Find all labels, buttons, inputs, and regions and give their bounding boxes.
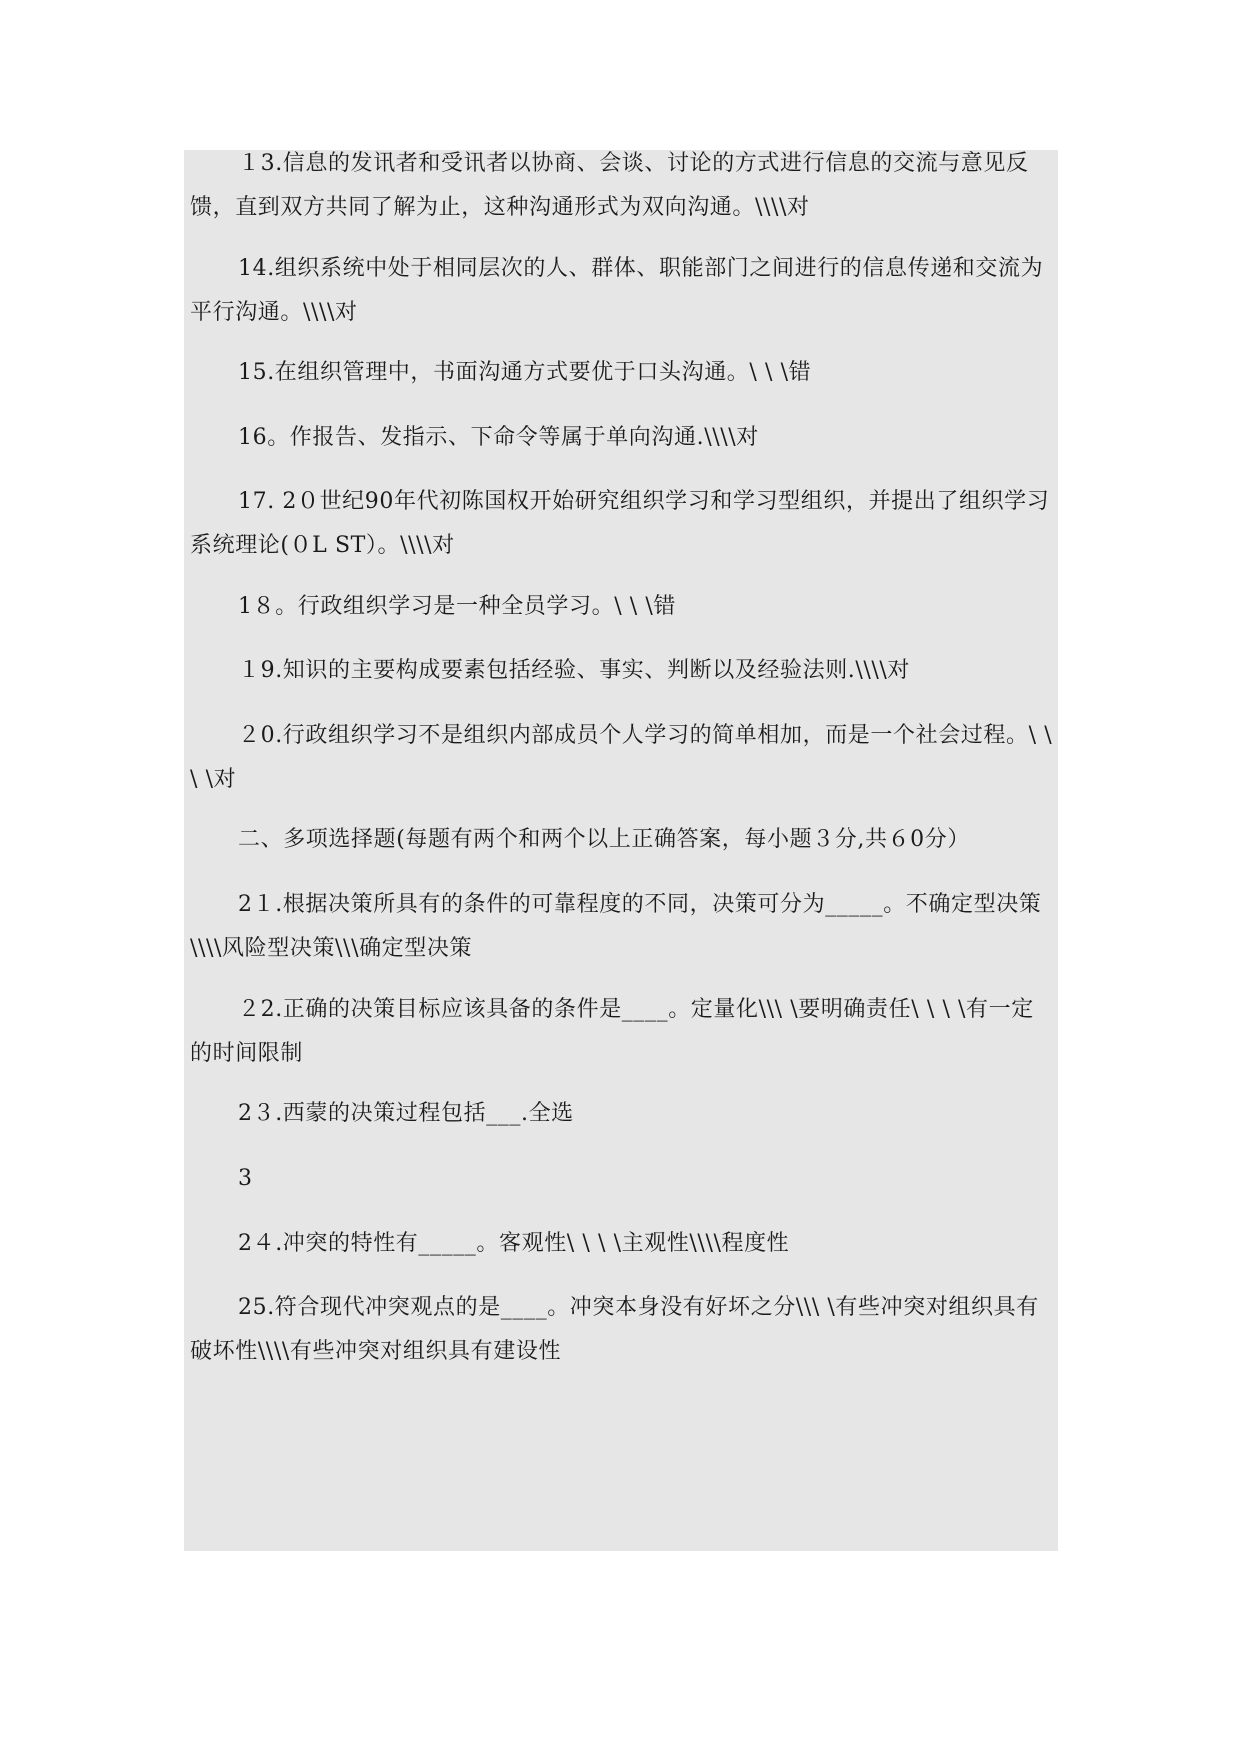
question-21: 2１.根据决策所具有的条件的可靠程度的不同，决策可分为_____。不确定型决策\\\\风险型决策\\\确定型决策 (190, 892, 1042, 961)
question-24: 2４.冲突的特性有_____。客观性\ \ \ \主观性\\\\程度性 (238, 1231, 790, 1256)
page-number-text: 3 (238, 1166, 253, 1191)
question-22: ２2.正确的决策目标应该具备的条件是____。定量化\\\ \要明确责任\ \ \ \有一定的时间限制 (190, 997, 1034, 1066)
question-23: 2３.西蒙的决策过程包括___.全选 (238, 1101, 574, 1126)
question-20: ２0.行政组织学习不是组织内部成员个人学习的简单相加，而是一个社会过程。\ \ \ \对 (190, 723, 1053, 792)
section-heading-multiple-choice: 二、多项选择题(每题有两个和两个以上正确答案，每小题３分,共６0分） (238, 827, 970, 852)
question-15: 15.在组织管理中，书面沟通方式要优于口头沟通。\ \ \错 (238, 360, 812, 385)
question-25: 25.符合现代冲突观点的是____。冲突本身没有好坏之分\\\ \有些冲突对组织具有破坏性\\\\有些冲突对组织具有建设性 (190, 1295, 1039, 1364)
question-16: 16。作报告、发指示、下命令等属于单向沟通.\\\\对 (238, 425, 759, 450)
question-18: 1８。行政组织学习是一种全员学习。\ \ \错 (238, 594, 677, 619)
question-13: １3.信息的发讯者和受讯者以协商、会谈、讨论的方式进行信息的交流与意见反馈，直到双方共同了解为止，这种沟通形式为双向沟通。\\\\对 (190, 151, 1029, 220)
question-19: １9.知识的主要构成要素包括经验、事实、判断以及经验法则.\\\\对 (238, 658, 911, 683)
question-14: 14.组织系统中处于相同层次的人、群体、职能部门之间进行的信息传递和交流为平行沟通。\\\\对 (190, 256, 1044, 325)
question-17: 17. 2０世纪90年代初陈国权开始研究组织学习和学习型组织，并提出了组织学习系统理论(０L ST）。\\\\对 (190, 489, 1050, 558)
